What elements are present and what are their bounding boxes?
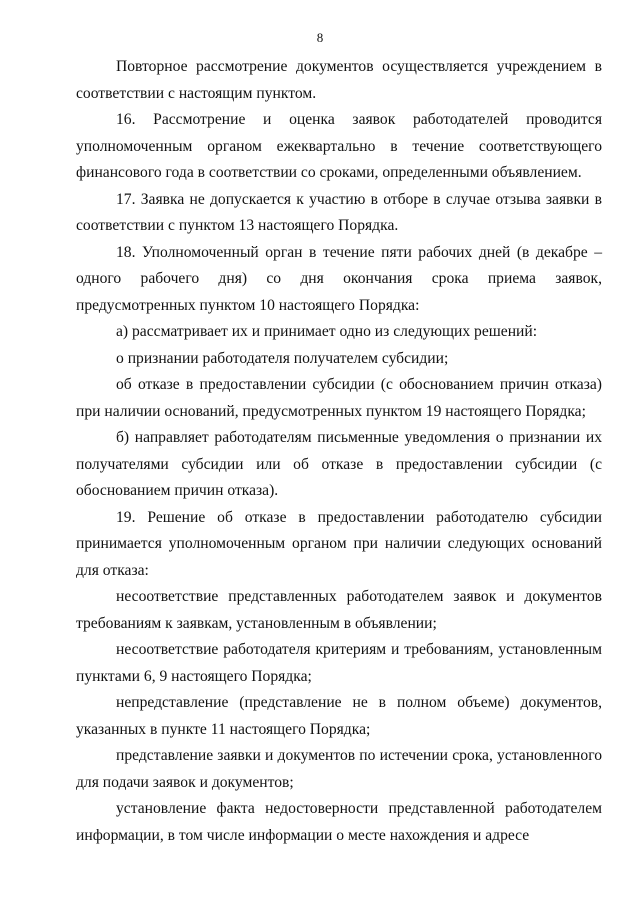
page-number: 8 [316, 30, 324, 45]
paragraph-18-a: а) рассматривает их и принимает одно из следующих решений: [116, 323, 538, 340]
paragraph-19-ground-3: непредставление (представление не в полном объеме) документов, указанных в пункте 11 настоящего Порядка; [76, 694, 602, 738]
paragraph-18-a-recognition: о признании работодателя получателем субсидии; [116, 349, 449, 367]
paragraph-19-ground-2: несоответствие работодателя критериям и требованиям, установленным пунктами 6, 9 настоящего Порядка; [76, 641, 602, 685]
paragraph-repeat-review: Повторное рассмотрение документов осуществляется учреждением в соответствии с настоящим пунктом. [76, 58, 602, 102]
paragraph-19: 19. Решение об отказе в предоставлении работодателю субсидии принимается уполномоченным органом при наличии следующих оснований для отказа: [76, 508, 602, 579]
paragraph-19-ground-4: представление заявки и документов по истечении срока, установленного для подачи заявок и документов; [76, 747, 602, 791]
paragraph-19-ground-5: установление факта недостоверности представленной работодателем информации, в том числе информации о месте нахождения и адресе [76, 800, 602, 844]
paragraph-18-b: б) направляет работодателям письменные уведомления о признании их получателями субсидии или об отказе в предоставлении субсидии (с обоснованием причин отказа). [76, 429, 602, 499]
paragraph-16: 16. Рассмотрение и оценка заявок работодателей проводится уполномоченным органом ежеквартально в течение соответствующего финансового года в соответствии со сроками, определенными объявлением. [76, 111, 602, 181]
paragraph-19-ground-1: несоответствие представленных работодателем заявок и документов требованиям к заявкам, установленным в объявлении; [76, 588, 602, 632]
paragraph-18-a-refusal: об отказе в предоставлении субсидии (с обоснованием причин отказа) при наличии оснований, предусмотренных пунктом 19 настоящего Порядка; [76, 376, 602, 420]
document-body [76, 54, 602, 849]
paragraph-18: 18. Уполномоченный орган в течение пяти рабочих дней (в декабре – одного рабочего дня) со дня окончания срока приема заявок, предусмотренных пунктом 10 настоящего Порядка: [76, 243, 602, 314]
paragraph-17: 17. Заявка не допускается к участию в отборе в случае отзыва заявки в соответствии с пунктом 13 настоящего Порядка. [76, 190, 602, 234]
